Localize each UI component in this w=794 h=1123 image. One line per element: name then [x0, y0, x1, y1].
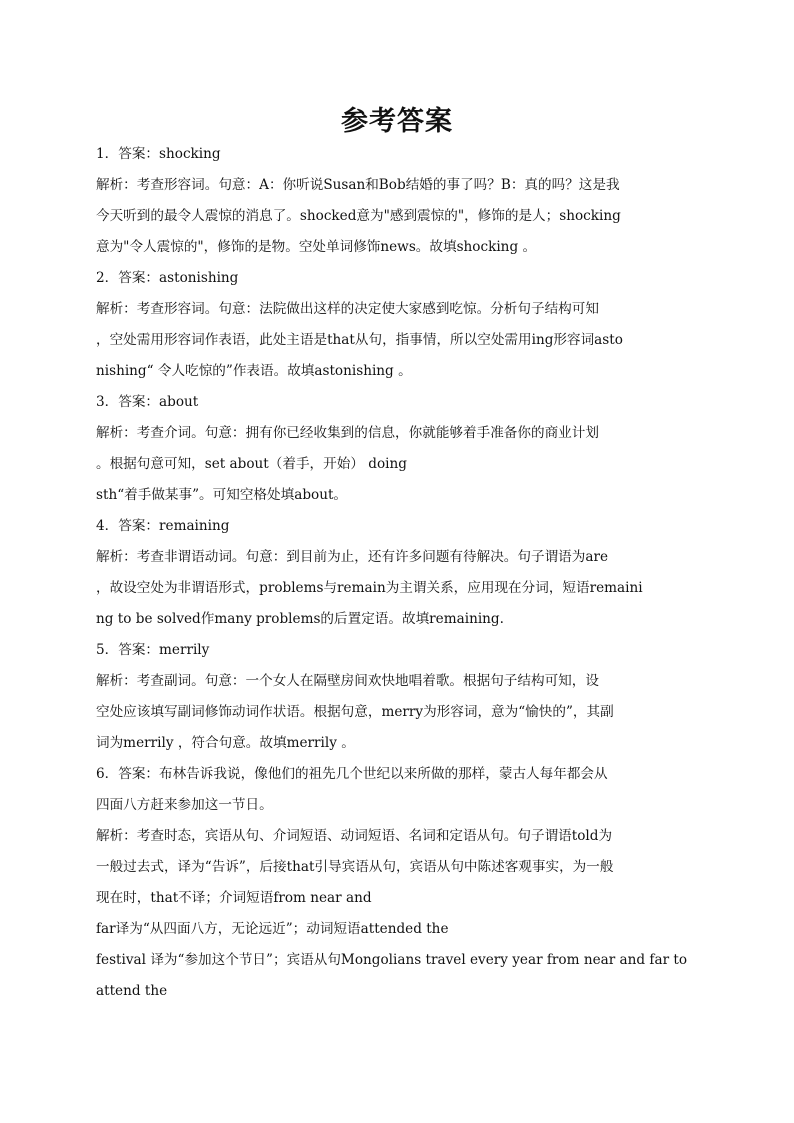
- explanation-line: 空处应该填写副词修饰动词作状语。根据句意，merry为形容词，意为“愉快的”，其副: [96, 704, 614, 720]
- answer-line: 3．答案：about: [96, 394, 199, 410]
- answer-line: 1．答案：shocking: [96, 146, 221, 162]
- explanation-line: 现在时，that不译；介词短语from near and: [96, 890, 372, 906]
- explanation-line: 。根据句意可知，set about（着手，开始） doing: [96, 456, 407, 472]
- answer-line: 4．答案：remaining: [96, 518, 230, 534]
- explanation-line: 今天听到的最令人震惊的消息了。shocked意为"感到震惊的"，修饰的是人；shocking: [96, 208, 621, 224]
- explanation-line: ng to be solved作many problems的后置定语。故填remaining.: [96, 611, 504, 627]
- answer-line: 5．答案：merrily: [96, 642, 210, 658]
- explanation-line: festival 译为“参加这个节日”；宾语从句Mongolians travel every year from near and far to: [96, 952, 688, 968]
- explanation-line: 解析：考查形容词。句意：A：你听说Susan和Bob结婚的事了吗？B：真的吗？这是我: [96, 177, 620, 193]
- page-title: 参考答案: [341, 106, 453, 137]
- explanation-line: 词为merrily ，符合句意。故填merrily 。: [96, 735, 355, 751]
- explanation-line: 一般过去式，译为“告诉”，后接that引导宾语从句，宾语从句中陈述客观事实，为一般: [96, 859, 614, 875]
- explanation-line: 解析：考查副词。句意：一个女人在隔壁房间欢快地唱着歌。根据句子结构可知，设: [96, 673, 599, 689]
- explanation-line: far译为“从四面八方，无论远近”；动词短语attended the: [96, 921, 449, 937]
- explanation-line: ，故设空处为非谓语形式，problems与remain为主谓关系，应用现在分词，短语remaini: [96, 580, 643, 596]
- explanation-line: ，空处需用形容词作表语，此处主语是that从句，指事情，所以空处需用ing形容词asto: [96, 332, 623, 348]
- explanation-line: attend the: [96, 983, 168, 999]
- explanation-line: 意为"令人震惊的"，修饰的是物。空处单词修饰news。故填shocking 。: [96, 239, 537, 255]
- explanation-line: nishing“ 令人吃惊的”作表语。故填astonishing 。: [96, 363, 412, 379]
- explanation-line: 解析：考查介词。句意：拥有你已经收集到的信息，你就能够着手准备你的商业计划: [96, 425, 599, 441]
- explanation-line: 解析：考查时态，宾语从句、介词短语、动词短语、名词和定语从句。句子谓语told为: [96, 828, 613, 844]
- answer-line: 6．答案：布林告诉我说，像他们的祖先几个世纪以来所做的那样，蒙古人每年都会从: [96, 766, 608, 782]
- explanation-line: 解析：考查形容词。句意：法院做出这样的决定使大家感到吃惊。分析句子结构可知: [96, 301, 599, 317]
- answer-line: 四面八方赶来参加这一节日。: [96, 797, 273, 813]
- explanation-line: sth“着手做某事”。可知空格处填about。: [96, 487, 348, 503]
- answer-line: 2．答案：astonishing: [96, 270, 239, 286]
- explanation-line: 解析：考查非谓语动词。句意：到目前为止，还有许多问题有待解决。句子谓语为are: [96, 549, 609, 565]
